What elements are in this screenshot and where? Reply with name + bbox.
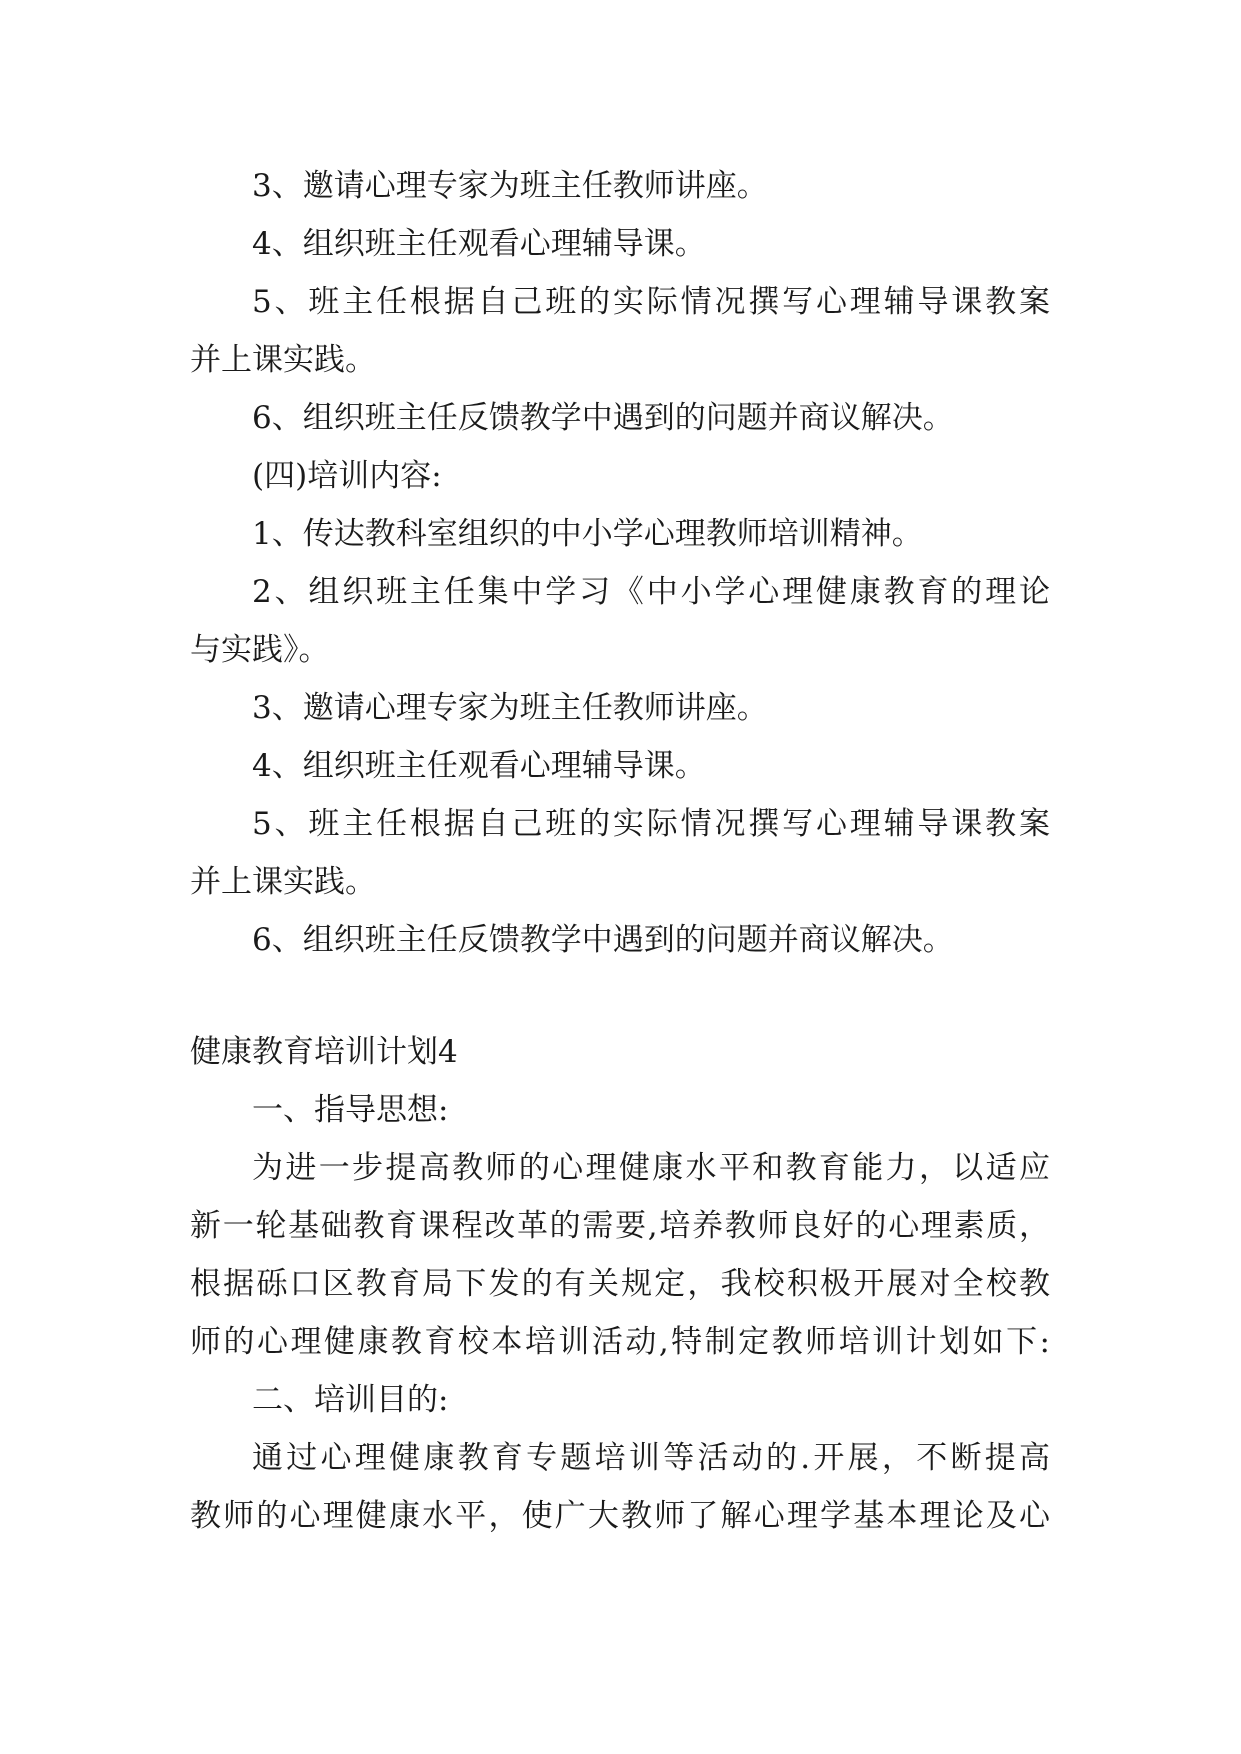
- paragraph-line: 1、传达教科室组织的中小学心理教师培训精神。: [252, 516, 923, 552]
- paragraph-line: 与实践》。: [190, 632, 330, 668]
- paragraph-line: 4、组织班主任观看心理辅导课。: [252, 748, 706, 784]
- paragraph-line: 并上课实践。: [190, 864, 376, 900]
- document-title: 健康教育培训计划4: [190, 1034, 458, 1070]
- paragraph-line: 5、班主任根据自己班的实际情况撰写心理辅导课教案: [252, 806, 1050, 842]
- paragraph-line: 3、邀请心理专家为班主任教师讲座。: [252, 168, 768, 204]
- paragraph-line: 并上课实践。: [190, 342, 376, 378]
- paragraph-line: 6、组织班主任反馈教学中遇到的问题并商议解决。: [252, 922, 954, 958]
- paragraph-line: 为进一步提高教师的心理健康水平和教育能力，以适应: [252, 1150, 1050, 1186]
- paragraph-line: 根据砾口区教育局下发的有关规定，我校积极开展对全校教: [190, 1266, 1050, 1302]
- paragraph-line: 4、组织班主任观看心理辅导课。: [252, 226, 706, 262]
- paragraph-line: 通过心理健康教育专题培训等活动的.开展，不断提高: [252, 1440, 1050, 1476]
- paragraph-line: 师的心理健康教育校本培训活动,特制定教师培训计划如下:: [190, 1324, 1050, 1360]
- paragraph-line: 3、邀请心理专家为班主任教师讲座。: [252, 690, 768, 726]
- paragraph-line: 2、组织班主任集中学习《中小学心理健康教育的理论: [252, 574, 1050, 610]
- paragraph-line: 教师的心理健康水平，使广大教师了解心理学基本理论及心: [190, 1498, 1050, 1534]
- paragraph-line: 6、组织班主任反馈教学中遇到的问题并商议解决。: [252, 400, 954, 436]
- section-heading: 一、指导思想:: [252, 1092, 449, 1128]
- paragraph-line: 新一轮基础教育课程改革的需要,培养教师良好的心理素质，: [190, 1208, 1050, 1244]
- section-heading: 二、培训目的:: [252, 1382, 449, 1418]
- section-heading: (四)培训内容:: [252, 458, 442, 494]
- paragraph-line: 5、班主任根据自己班的实际情况撰写心理辅导课教案: [252, 284, 1050, 320]
